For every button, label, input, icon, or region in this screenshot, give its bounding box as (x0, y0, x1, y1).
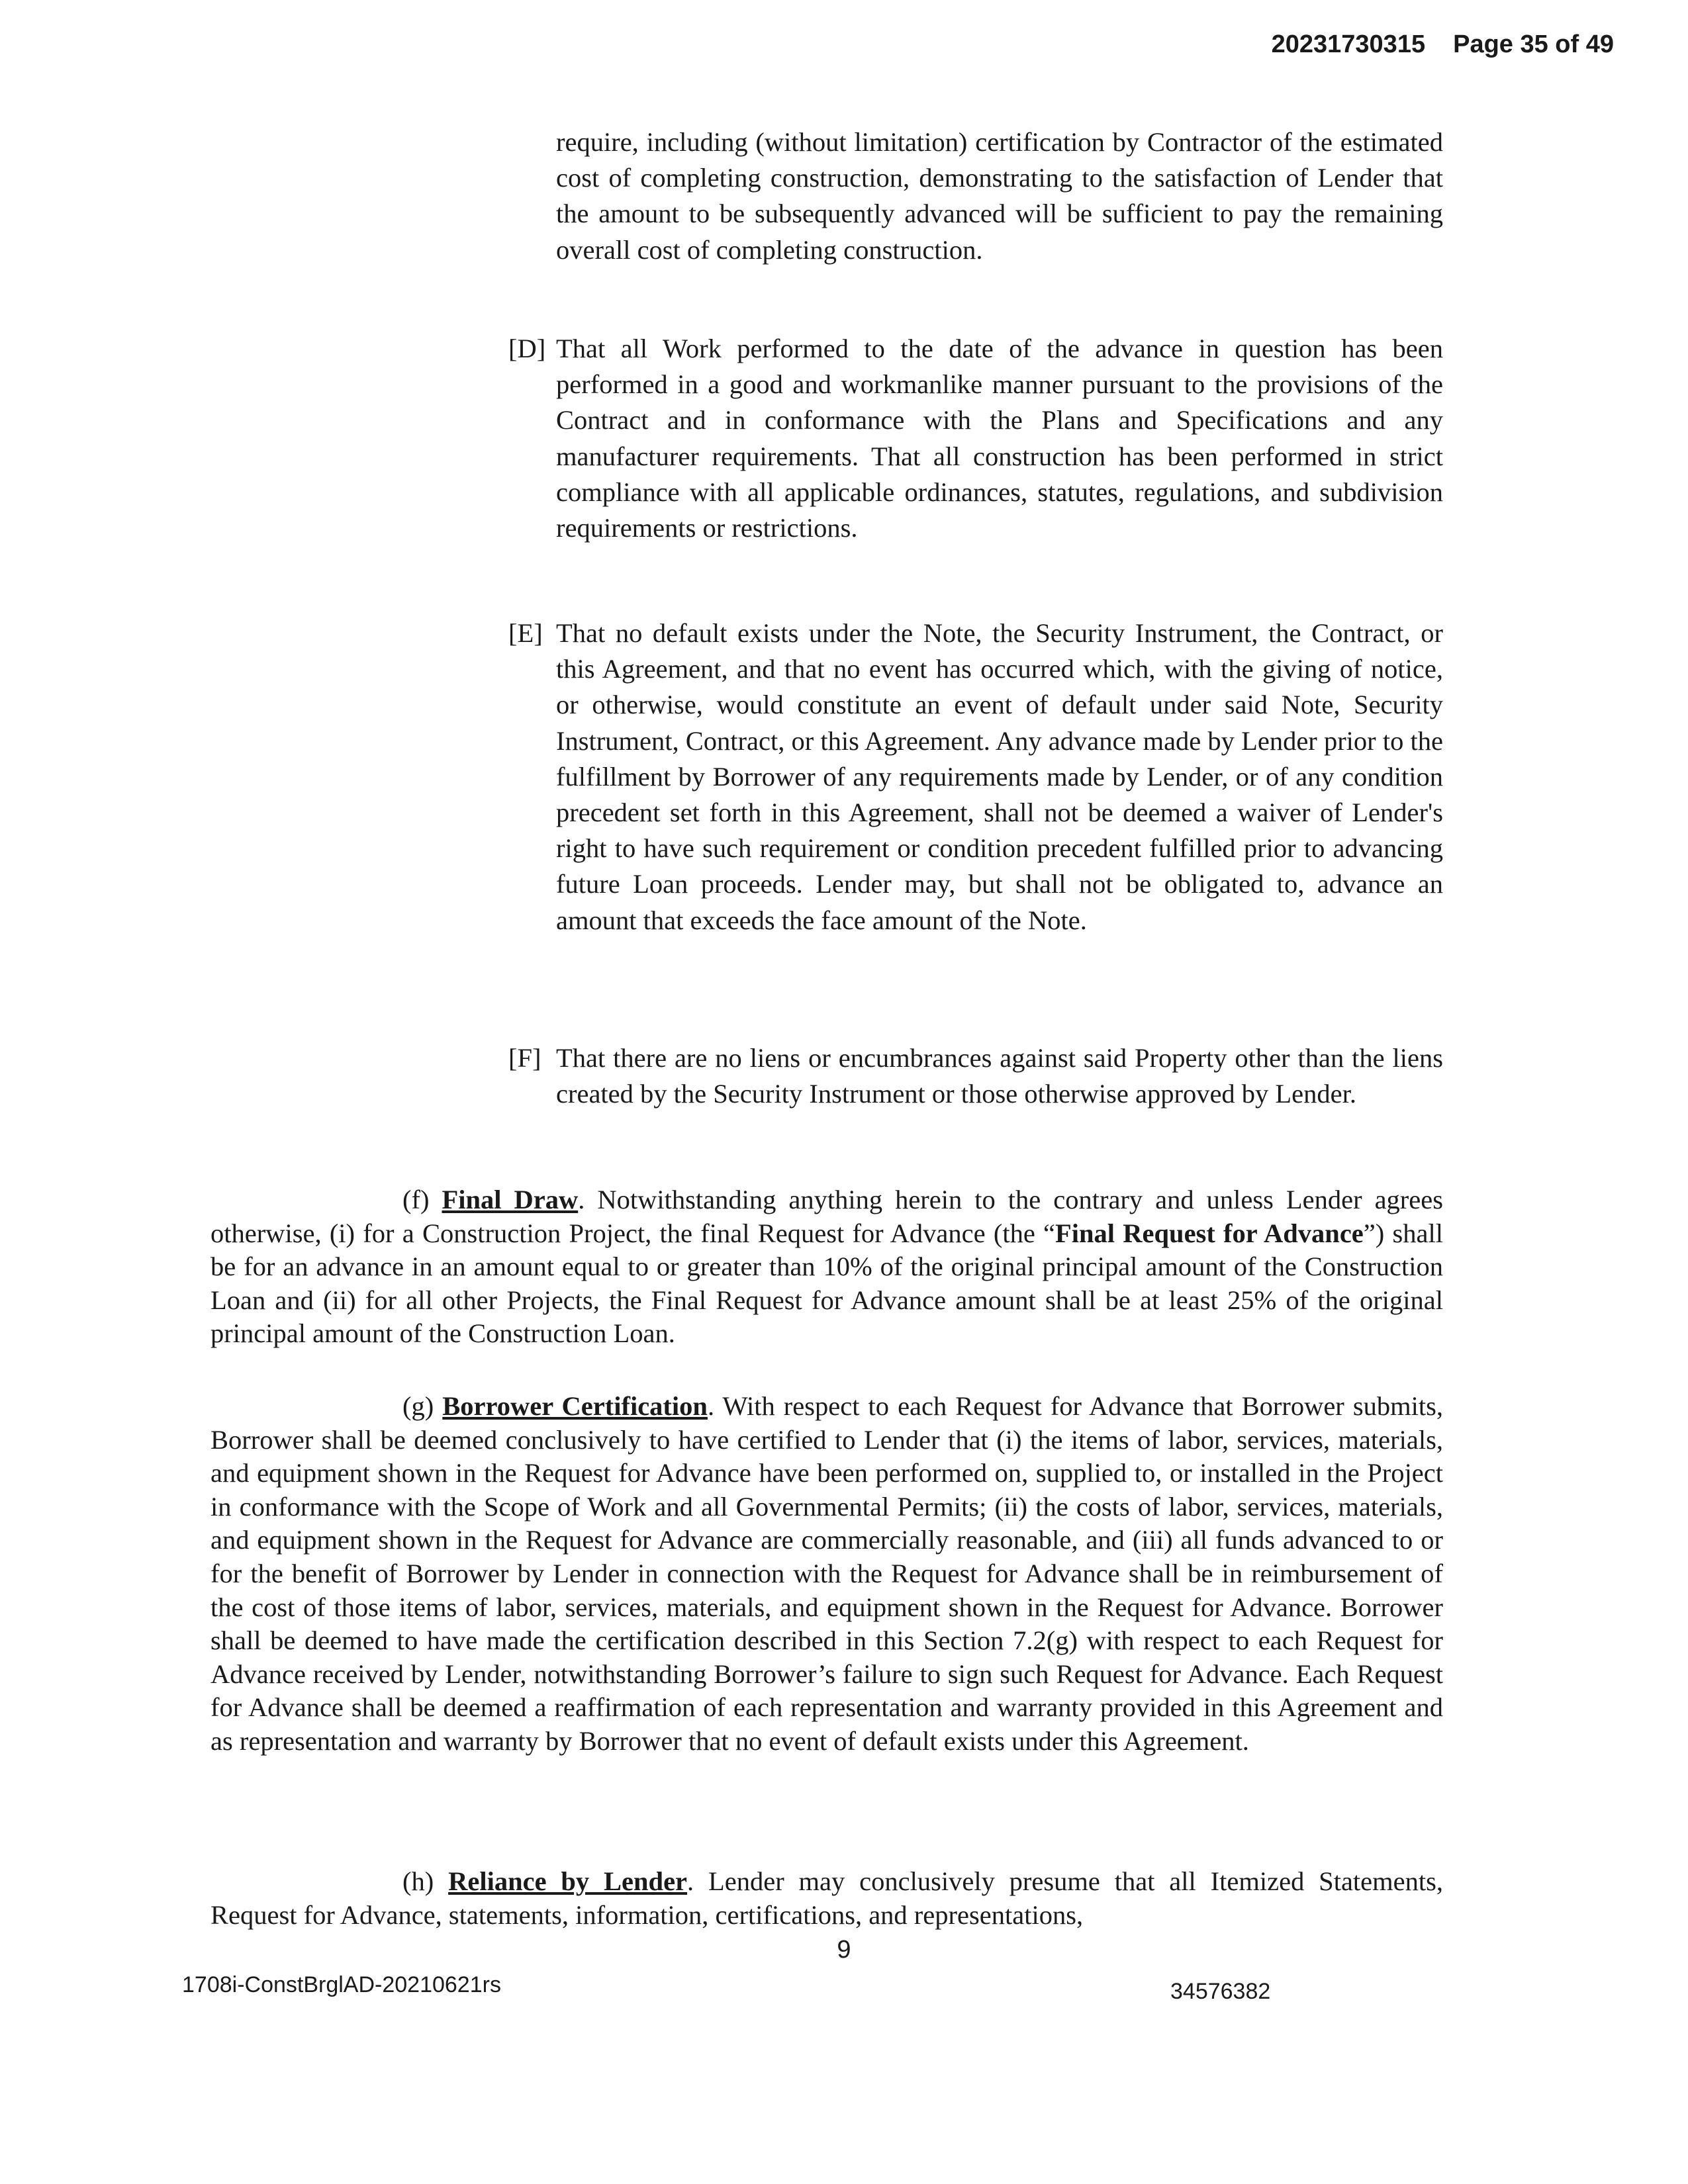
section-heading: Reliance by Lender (448, 1866, 688, 1896)
item-marker: [D] (508, 334, 546, 363)
defined-term: Final Request for Advance (1055, 1218, 1364, 1248)
section-text: . With respect to each Request for Advance that Borrower submits, Borrower shall be deemed conclusively to have certified to Lender that (i) the items of labor, services, materials, and equipment shown in the Request for Advance have been performed on, supplied to, or installed in the Project in conformance with the Scope of Work and all Governmental Permits; (ii) the costs of labor, services, materials, and equipment shown in the Request for Advance are commercially reasonable, and (iii) all funds advanced to or for the benefit of Borrower by Lender in connection with the Request for Advance shall be in reimbursement of the cost of those items of labor, services, materials, and equipment shown in the Request for Advance. Borrower shall be deemed to have made the certification described in this Section 7.2(g) with respect to each Request for Advance received by Lender, notwithstanding Borrower’s failure to sign such Request for Advance. Each Request for Advance shall be deemed a reaffirmation of each representation and warranty provided in this Agreement and as representation and warranty by Borrower that no event of default exists under this Agreement. (211, 1391, 1443, 1756)
item-marker: [F] (508, 1043, 541, 1073)
section-borrower-certification (211, 1390, 1443, 1758)
item-text: That no default exists under the Note, the Security Instrument, the Contract, or this Agreement, and that no event has occurred which, with the giving of notice, or otherwise, would constitute an event of default under said Note, Security Instrument, Contract, or this Agreement. Any advance made by Lender prior to the fulfillment by Borrower of any requirements made by Lender, or of any condition precedent set forth in this Agreement, shall not be deemed a waiver of Lender's right to have such requirement or condition precedent fulfilled prior to advancing future Loan proceeds. Lender may, but shall not be obligated to, advance an amount that exceeds the face amount of the Note. (556, 618, 1443, 935)
item-marker: [E] (508, 618, 543, 648)
item-text: That there are no liens or encumbrances against said Property other than the liens created by the Security Instrument or those otherwise approved by Lender. (556, 1043, 1443, 1109)
section-text: ”) shall be for an advance in an amount equal to or greater than 10% of the original principal amount of the Construction Loan and (ii) for all other Projects, the Final Request for Advance amount shall be at least 25% of the original principal amount of the Construction Loan. (211, 1218, 1443, 1349)
section-label: (h) (402, 1866, 434, 1896)
recording-number: 20231730315 (1271, 30, 1426, 58)
form-code: 1708i-ConstBrglAD-20210621rs (182, 1972, 501, 1997)
page-count-label: Page 35 of 49 (1453, 30, 1614, 58)
condition-item-d (508, 331, 1443, 546)
section-text: . Lender may conclusively presume that all Itemized Statements, Request for Advance, statements, information, certifications, and representations, (211, 1866, 1444, 1930)
section-label: (f) (402, 1185, 430, 1214)
section-reliance-by-lender (211, 1865, 1443, 1932)
section-heading: Final Draw (442, 1185, 579, 1214)
page-number: 9 (837, 1936, 851, 1964)
section-final-draw (211, 1183, 1443, 1351)
condition-item-f (508, 1040, 1443, 1112)
recording-header (1272, 30, 1614, 59)
condition-item-e (508, 615, 1443, 938)
section-text: . Notwithstanding anything herein to the contrary and unless Lender agrees otherwise, (i) for a Construction Project, the final Request for Advance (the “ (211, 1185, 1443, 1248)
section-label: (g) (402, 1391, 434, 1421)
item-text: That all Work performed to the date of the advance in question has been performed in a good and workmanlike manner pursuant to the provisions of the Contract and in conformance with the Plans and Specifications and any manufacturer requirements. That all construction has been performed in strict compliance with all applicable ordinances, statutes, regulations, and subdivision requirements or restrictions. (556, 334, 1443, 543)
section-heading: Borrower Certification (442, 1391, 708, 1421)
continuation-paragraph: require, including (without limitation) certification by Contractor of the estimated cost of completing construction, demonstrating to the satisfaction of Lender that the amount to be subsequently advanced will be sufficient to pay the remaining overall cost of completing construction. (556, 127, 1443, 265)
document-id: 34576382 (1170, 1979, 1271, 2004)
